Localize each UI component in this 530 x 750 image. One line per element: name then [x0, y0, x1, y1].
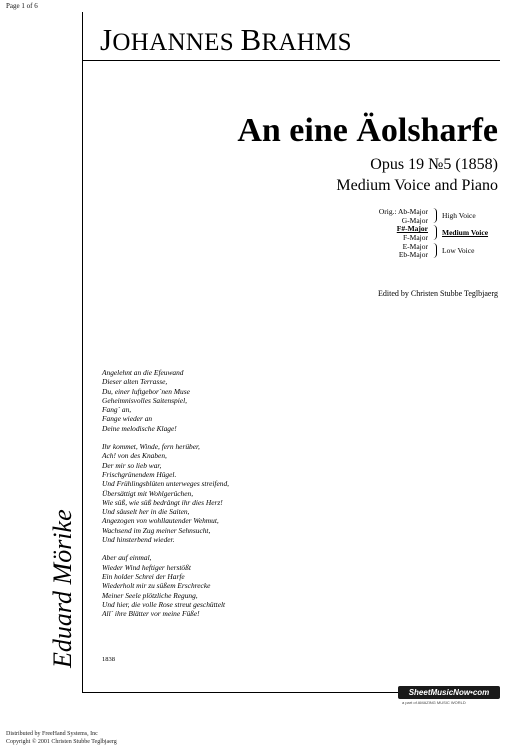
poet-name: Eduard Mörike	[48, 509, 77, 668]
composer-last-initial: B	[240, 22, 262, 57]
publisher-logo[interactable]	[398, 686, 500, 714]
poem-line: Wie süß, wie süß bedrängt ihr dies Herz!	[102, 497, 223, 507]
poem-text	[102, 368, 229, 627]
key-label: E-Major	[402, 241, 428, 251]
key-label-selected: F#-Major	[396, 224, 428, 234]
poem-stanza	[102, 442, 229, 544]
poem-line: Dieser alten Terrasse,	[102, 377, 168, 387]
key-table	[320, 208, 500, 260]
poem-line: Angelehnt an die Efeuwand	[102, 368, 184, 377]
key-group-high	[320, 208, 500, 225]
poem-line: Und hinsterbend wieder.	[102, 535, 175, 545]
poem-line: Übersättigt mit Wohlgerüchen,	[102, 488, 194, 498]
brace-icon	[433, 225, 437, 240]
poem-line: Du, einer luftgebor´nen Muse	[102, 386, 190, 396]
voicing-info: Medium Voice and Piano	[336, 177, 498, 194]
key-label: G-Major	[401, 215, 428, 225]
poem-line: Aber auf einmal,	[102, 553, 152, 563]
poem-line: Fang´ an,	[102, 405, 132, 415]
brace-icon	[433, 243, 437, 258]
opus-info: Opus 19 №5 (1858)	[370, 156, 498, 173]
poem-line: Und Frühlingsblüten unterweges streifend,	[102, 479, 229, 489]
poem-line: Wiederholt mir zu süßem Erschrecke	[102, 581, 211, 591]
key-label: F-Major	[403, 233, 428, 243]
key-label: Orig.: Ab-Major	[378, 207, 428, 216]
poem-line: Geheimnisvolles Saitenspiel,	[102, 395, 187, 405]
composer-first-initial: J	[100, 22, 113, 57]
poem-line: Ein holder Schrei der Harfe	[102, 571, 185, 581]
brace-icon	[433, 208, 437, 223]
composer-last-rest: RAHMS	[261, 29, 352, 56]
poem-line: Angezogen von wohllautender Wehmut,	[102, 516, 219, 526]
header-rule	[82, 60, 500, 61]
editor-credit: Edited by Christen Stubbe Teglbjaerg	[377, 289, 498, 298]
voice-label: Low Voice	[442, 245, 475, 255]
poem-stanza	[102, 368, 229, 433]
composer-name	[100, 22, 352, 58]
poem-year: 1838	[102, 656, 115, 663]
key-group-medium	[320, 225, 500, 242]
page-number: Page 1 of 6	[6, 2, 38, 10]
key-group-low	[320, 243, 500, 260]
poem-line: Ach! von des Knaben,	[102, 451, 167, 461]
poem-line: All´ ihre Blätter vor meine Füße!	[102, 609, 200, 619]
composer-first-rest: OHANNES	[112, 29, 234, 56]
song-title: An eine Äolsharfe	[237, 112, 498, 149]
poem-line: Fange wieder an	[102, 414, 153, 424]
logo-tagline: a part of AMAZING MUSIC WORLD	[402, 700, 466, 705]
copyright-line: Copyright © 2001 Christen Stubbe Teglbjaerg	[6, 738, 117, 745]
poem-line: Der mir so lieb war,	[102, 460, 162, 470]
poem-line: Wachsend im Zug meiner Sehnsucht,	[102, 525, 211, 535]
poem-line: Meiner Seele plötzliche Regung,	[102, 590, 198, 600]
poem-line: Und säuselt her in die Saiten,	[102, 507, 190, 517]
poem-stanza	[102, 553, 229, 618]
poem-line: Deine melodische Klage!	[102, 423, 177, 433]
vertical-rule	[82, 12, 83, 693]
voice-label-selected: Medium Voice	[442, 228, 489, 238]
logo-wordmark: SheetMusicNow•com	[398, 686, 500, 699]
footer-credits	[6, 731, 117, 746]
distributor-line: Distributed by FreeHand Systems, Inc	[6, 731, 98, 737]
poem-line: Wieder Wind heftiger herstößt	[102, 562, 191, 572]
poem-line: Ihr kommet, Winde, fern herüber,	[102, 442, 200, 452]
poem-line: Und hier, die volle Rose streut geschüttelt	[102, 599, 226, 609]
voice-label: High Voice	[442, 211, 476, 220]
poem-line: Frischgrünendem Hügel.	[102, 469, 177, 479]
key-label: Eb-Major	[398, 250, 428, 260]
